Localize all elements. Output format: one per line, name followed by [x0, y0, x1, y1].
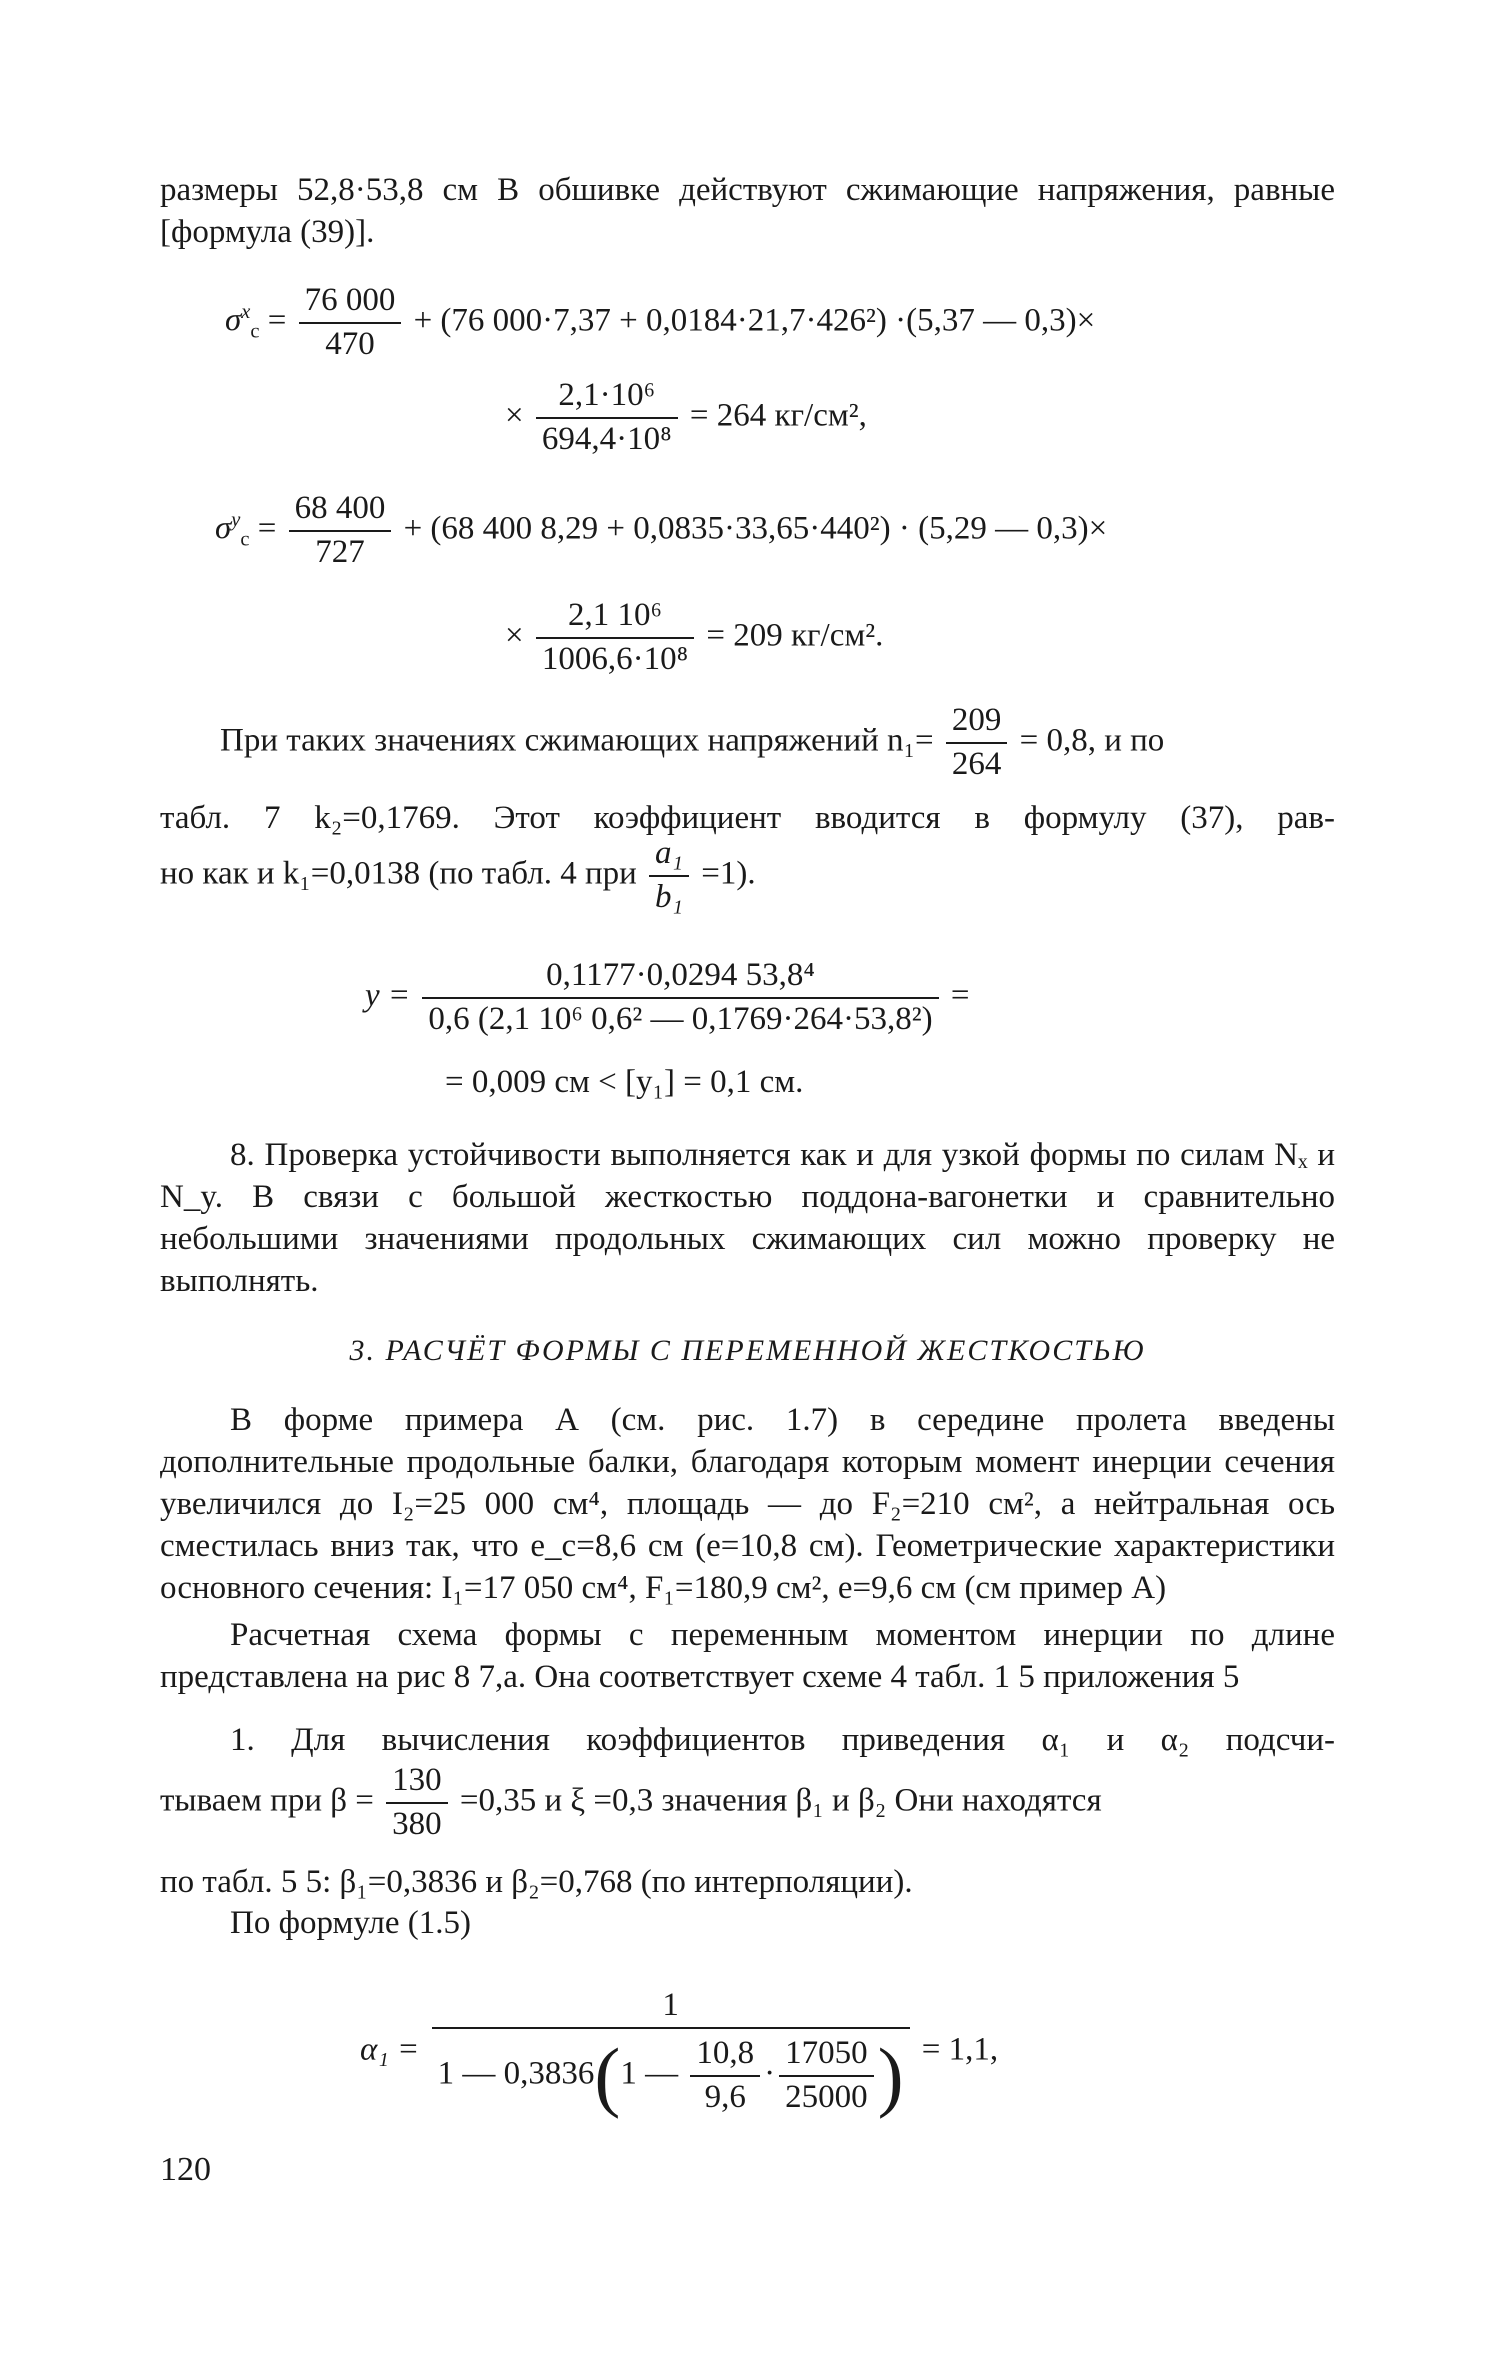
eq2-line2-fraction: $\frac{\text{2,1 10⁶}}{\text{1006,6·10⁸}}$ — [536, 595, 694, 681]
page-number: 120 — [160, 2151, 211, 2188]
paragraph-coefficients-line1: 1. Для вычисления коэффициентов приведения α₁ и α₂ подсчи- — [230, 1722, 1335, 1758]
paragraph-coefficients-line4: По формуле (1.5) — [230, 1905, 471, 1941]
eq1-line2-fraction: $\frac{\text{2,1·10⁶}}{\text{694,4·10⁸}}$ — [536, 375, 678, 461]
paragraph-intro — [160, 170, 1335, 254]
para2-fraction: $\frac{209}{264}$ — [946, 700, 1008, 786]
paragraph-coefficients-line3: по табл. 5 5: β₁=0,3836 и β₂=0,768 (по интерполяции). — [160, 1864, 913, 1900]
equation-sigma-x: $\sigma^x_c$ = $\frac{76 000}{470}$ + (76 000·7,37 + 0,0184·21,7·426²) ·(5,37 — 0,3)× — [225, 280, 1095, 366]
eq1-result: = 264 кг/см², — [689, 397, 867, 434]
equation-sigma-y: $\sigma^y_c$ = $\frac{68 400}{727}$ + (68 400 8,29 + 0,0835·33,65·440²) · (5,29 — 0,3)× — [215, 488, 1107, 574]
equation-deflection-line2: = 0,009 см < [y₁] = 0,1 см. — [445, 1064, 804, 1100]
eq4-inner-fraction-1: $\frac{10,8}{9,6}$ — [690, 2033, 760, 2119]
eq2-fraction: $\frac{68 400}{727}$ — [289, 488, 392, 574]
eq2-lhs: $\sigma^y_c$ — [215, 509, 250, 552]
equation-sigma-y-line2: × $\frac{\text{2,1 10⁶}}{\text{1006,6·10⁸}}$ = 209 кг/см². — [505, 595, 883, 681]
eq1-lhs: $\sigma^x_c$ — [225, 301, 260, 344]
equation-alpha1: α₁ = 1 1 — 0,3836(1 — $\frac{10,8}{9,6}$ · $\frac{17050}{25000}$ ) = 1,1, — [360, 1987, 999, 2119]
eq2-result: = 209 кг/см². — [706, 617, 884, 654]
paragraph-stress-line2: табл. 7 k₂=0,1769. Этот коэффициент вводится в формулу (37), рав- — [160, 800, 1335, 836]
eq3-fraction: $\frac{\text{0,1177·0,0294 53,8⁴}}{\text{0,6 (2,1 10⁶ 0,6² — 0,1769·264·53,8²)}}$ — [422, 955, 938, 1041]
paragraph-variable-stiffness: В форме примера А (см. рис. 1.7) в середине пролета введены дополнительные продольные балки, благодаря которым момент инерции сечения увеличился до I₂=25 000 см⁴, площадь — до F₂=210 см², а нейтральная ось сместилась вниз так, что e_c=8,6 см (e=10,8 см). Геометрические характеристики основного сечения: I₁=17 050 см⁴, F₁=180,9 см², e=9,6 см (см пример А) — [160, 1402, 1335, 1606]
paragraph-stress-line3: но как и k₁=0,0138 (по табл. 4 при $\frac{\text{a₁}}{\text{b₁}}$ =1). — [160, 833, 756, 919]
paragraph-coefficients-line2: тываем при β = $\frac{130}{380}$ =0,35 и ξ =0,3 значения β₁ и β₂ Они находятся — [160, 1760, 1102, 1846]
paragraph-stability-check: 8. Проверка устойчивости выполняется как и для узкой формы по силам Nₓ и N_y. В связи с большой жесткостью поддона-вагонетки и сравнительно небольшими значениями продольных сжимающих сил можно проверку не выполнять. — [160, 1137, 1335, 1299]
eq4-fraction: 1 1 — 0,3836(1 — $\frac{10,8}{9,6}$ · $\frac{17050}{25000}$ ) — [432, 1985, 910, 2119]
eq2-rest: + (68 400 8,29 + 0,0835·33,65·440²) · (5,29 — 0,3)× — [403, 510, 1108, 547]
eq1-rest: + (76 000·7,37 + 0,0184·21,7·426²) ·(5,37 — 0,3)× — [413, 302, 1096, 339]
paragraph-intro-text: размеры 52,8·53,8 см В обшивке действуют сжимающие напряжения, равные [формула (39)]. — [160, 172, 1335, 250]
para6-fraction: $\frac{130}{380}$ — [386, 1760, 448, 1846]
section-heading: 3. РАСЧЁТ ФОРМЫ С ПЕРЕМЕННОЙ ЖЕСТКОСТЬЮ — [349, 1334, 1146, 1367]
paragraph-design-scheme: Расчетная схема формы с переменным моментом инерции по длине представлена на рис 8 7,a. Она соответствует схеме 4 табл. 1 5 приложения 5 — [160, 1617, 1335, 1695]
para2-line3-fraction: $\frac{\text{a₁}}{\text{b₁}}$ — [649, 833, 689, 919]
eq1-fraction: $\frac{76 000}{470}$ — [299, 280, 402, 366]
paragraph-stress-line1: При таких значениях сжимающих напряжений n₁= $\frac{209}{264}$ = 0,8, и по — [220, 700, 1335, 786]
equation-sigma-x-line2: × $\frac{\text{2,1·10⁶}}{\text{694,4·10⁸}}$ = 264 кг/см², — [505, 375, 867, 461]
equation-deflection: y = $\frac{\text{0,1177·0,0294 53,8⁴}}{\text{0,6 (2,1 10⁶ 0,6² — 0,1769·264·53,8²)}}$ = — [365, 955, 970, 1041]
eq4-inner-fraction-2: $\frac{17050}{25000}$ — [779, 2033, 874, 2119]
